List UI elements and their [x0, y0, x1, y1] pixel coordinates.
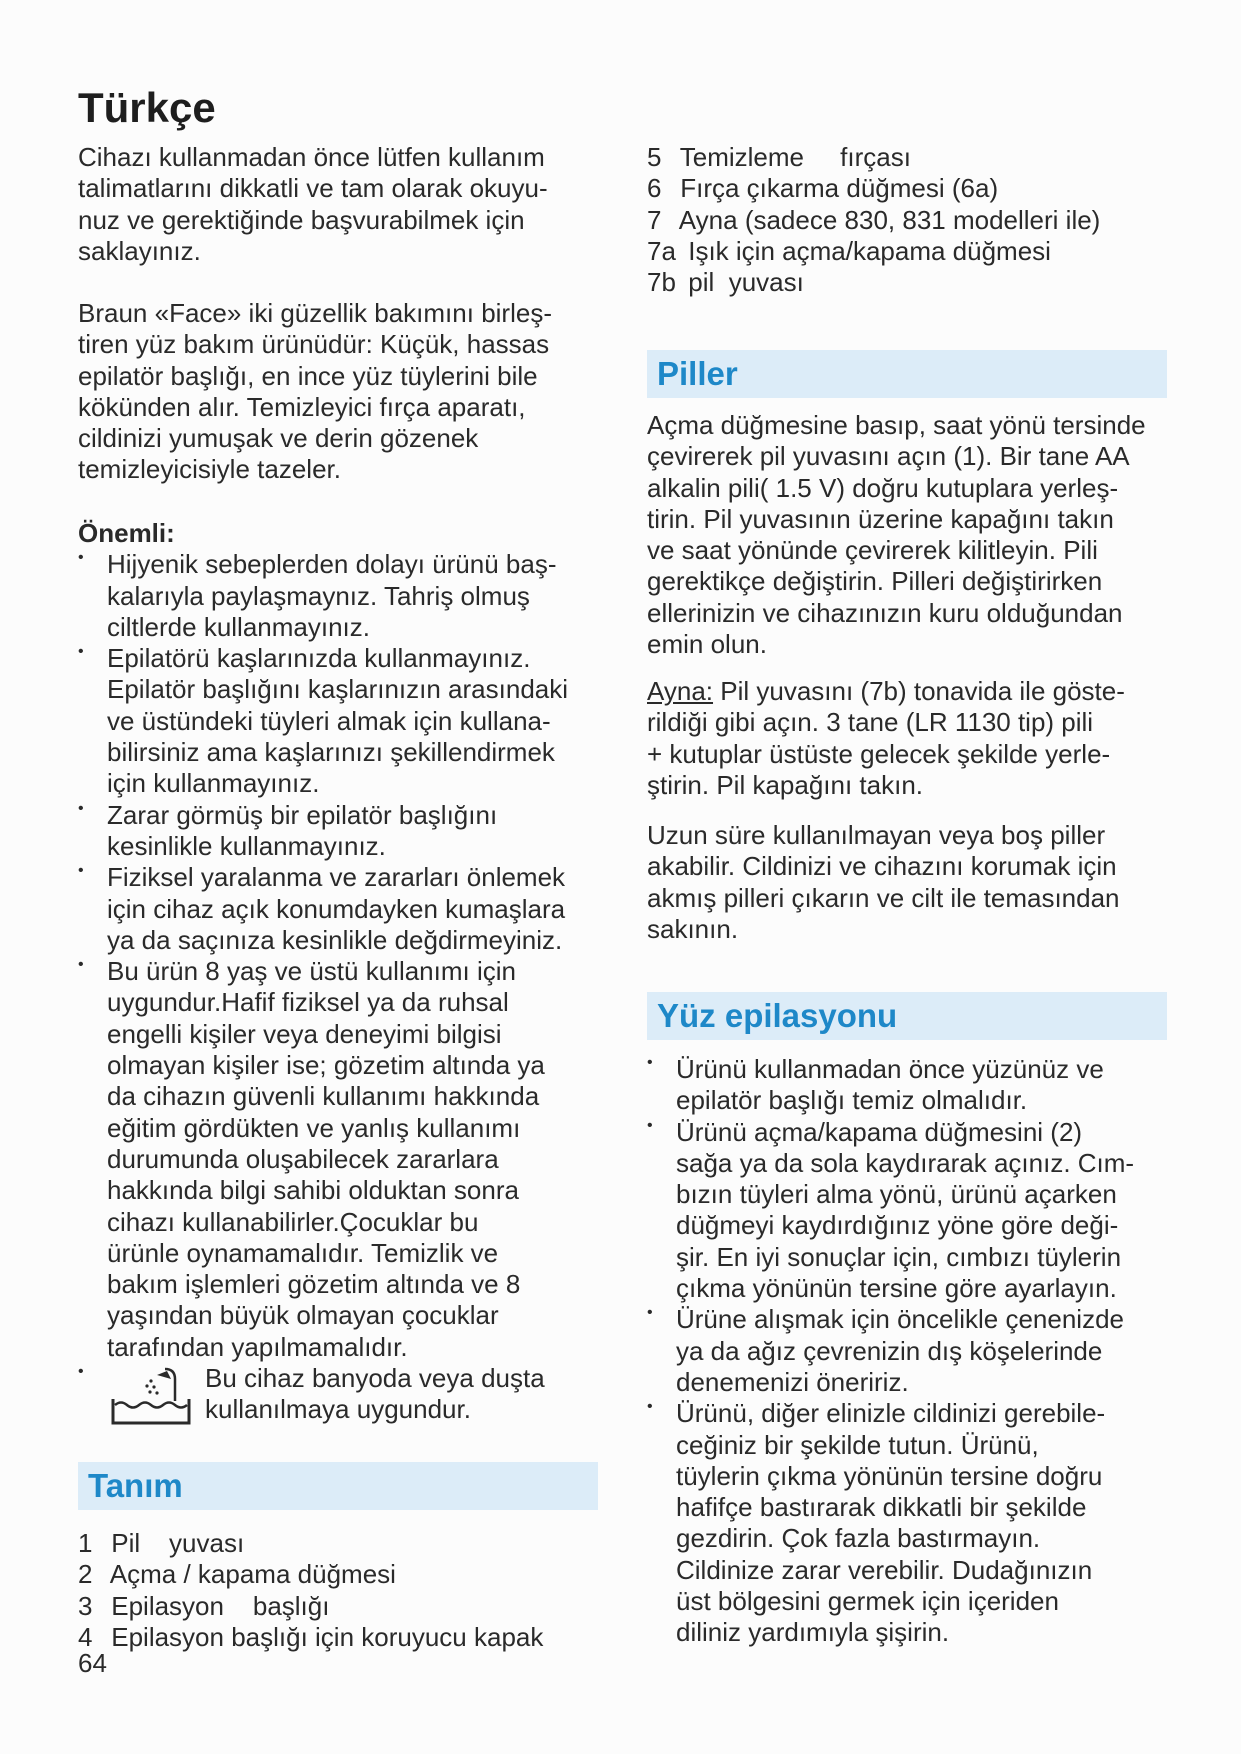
list-item: 5 Temizleme fırçası	[647, 142, 911, 172]
list-item: 7a Işık için açma/kapama düğmesi	[647, 235, 1051, 266]
important-heading: Önemli:	[78, 518, 175, 548]
battery-warning-paragraph: Uzun süre kullanılmayan veya boş piller akabilir. Cildinizi ve cihazını korumak için akmış pilleri çıkarın ve cilt ile temasından sakının.	[647, 820, 1120, 944]
page-title: Türkçe	[78, 84, 216, 131]
list-item: • Bu ürün 8 yaş ve üstü kullanımı için uygundur.Hafif fiziksel ya da ruhsal engelli kişiler veya deneyimi bilgisi olmayan kişiler ise; gözetim altında ya da cihazın güvenli kullanımı hakkında eğitim gördükten ve yanlış kullanımı durumunda oluşabilecek zararlara hakkında bilgi sahibi olduktan sonra cihazı kullanabilirler.Çocuklar bu ürünle oynamamalıdır. Temizlik ve bakım işlemleri gözetim altında ve 8 yaşından büyük olmayan çocuklar tarafından yapılmamalıdır.	[78, 956, 638, 1363]
list-item: • Ürünü kullanmadan önce yüzünüz ve epilatör başlığı temiz olmalıdır.	[647, 1054, 1187, 1117]
list-item: • Ürünü, diğer elinizle cildinizi gerebile- ceğiniz bir şekilde tutun. Ürünü, tüylerin çıkma yönünün tersine doğru hafifçe bastırarak dikkatli bir şekilde gezdirin. Çok fazla bastırmayın. Cildinize zarar verebilir. Dudağınızın üst bölgesini germek için içeriden diliniz yardımıyla şişirin.	[647, 1398, 1187, 1648]
list-item: 3 Epilasyon başlığı	[78, 1590, 330, 1621]
section-heading: Piller	[647, 350, 1167, 398]
section-bar-piller	[647, 350, 1167, 398]
text-line: Braun «Face» iki güzellik bakımını birleş-	[78, 298, 552, 328]
text-line: epilatör başlığı, en ince yüz tüylerini bile	[78, 360, 538, 391]
list-item: 7 Ayna (sadece 830, 831 modelleri ile)	[647, 204, 1101, 235]
text-line: saklayınız.	[78, 235, 201, 266]
text-line: Cihazı kullanmadan önce lütfen kullanım	[78, 142, 545, 172]
parts-list	[78, 1528, 638, 1653]
list-item: • Zarar görmüş bir epilatör başlığını kesinlikle kullanmayınız.	[78, 800, 638, 863]
text-line: cildinizi yumuşak ve derin gözenek	[78, 423, 479, 454]
list-item: 4 Epilasyon başlığı için koruyucu kapak	[78, 1621, 544, 1652]
important-section	[78, 518, 638, 1429]
section-bar-tanim	[78, 1462, 598, 1510]
facial-epilation-list	[647, 1054, 1187, 1649]
list-item: • Hijyenik sebeplerden dolayı ürünü baş- kalarıyla paylaşmaynız. Tahriş olmuş ciltlerde kullanmayınız.	[78, 549, 638, 643]
page-number: 64	[78, 1648, 107, 1678]
mirror-paragraph: Ayna: Pil yuvasını (7b) tonavida ile göste- rildiği gibi açın. 3 tane (LR 1130 tip) pili + kutuplar üstüste gelecek şekilde yerle- ştirin. Pil kapağını takın.	[647, 676, 1125, 800]
section-heading: Yüz epilasyonu	[647, 992, 1167, 1040]
text-line: temizleyicisiyle tazeler.	[78, 454, 341, 485]
section-heading: Tanım	[78, 1462, 598, 1510]
list-item: 1 Pil yuvası	[78, 1528, 245, 1558]
list-item: 7b pil yuvası	[647, 267, 804, 298]
list-item: • Ürüne alışmak için öncelikle çenenizde ya da ağız çevrenizin dış köşelerinde denemenizi öneririz.	[647, 1304, 1187, 1398]
list-item: • Epilatörü kaşlarınızda kullanmayınız. Epilatör başlığını kaşlarınızın arasındaki ve üstündeki tüyleri almak için kullana- bilirsiniz ama kaşlarınızı şekillendirmek için kullanmayınız.	[78, 643, 638, 799]
text-line: kökünden alır. Temizleyici fırça aparatı,	[78, 391, 526, 422]
batteries-paragraph: Açma düğmesine basıp, saat yönü tersinde çevirerek pil yuvasını açın (1). Bir tane AA alkalin pili( 1.5 V) doğru kutuplara yerleş- tirin. Pil yuvasının üzerine kapağını takın ve saat yönünde çevirerek kilitleyin. Pili gerektikçe değiştirin. Pilleri değiştirirken ellerinizin ve cihazınızın kuru olduğundan emin olun.	[647, 410, 1146, 660]
list-item: • Ürünü açma/kapama düğmesini (2) sağa ya da sola kaydırarak açınız. Cım- bızın tüyleri alma yönü, ürünü açarken düğmeyi kaydırdığınız yöne göre deği- şir. En iyi sonuçlar için, cımbızı tüylerin çıkma yönünün tersine göre ayarlayın.	[647, 1117, 1187, 1305]
text-line: talimatlarını dikkatli ve tam olarak okuyu-	[78, 173, 548, 204]
list-item: • Fiziksel yaralanma ve zararları önlemek için cihaz açık konumdayken kumaşlara ya da saçınıza kesinlikle değdirmeyiniz.	[78, 862, 638, 956]
text-line: nuz ve gerektiğinde başvurabilmek için	[78, 204, 525, 235]
list-item: 2 Açma / kapama düğmesi	[78, 1559, 396, 1590]
list-item-bath: • Bu cihaz banyoda veya duşta kullanılmaya uygundur.	[78, 1363, 638, 1429]
mirror-label: Ayna:	[647, 676, 714, 706]
shower-bath-icon	[107, 1365, 195, 1429]
description-paragraph	[78, 298, 638, 486]
section-bar-yuz	[647, 992, 1167, 1040]
parts-list-continued	[647, 142, 1167, 298]
intro-paragraph	[78, 142, 638, 267]
list-item: 6 Fırça çıkarma düğmesi (6a)	[647, 173, 999, 204]
text-line: tiren yüz bakım ürünüdür: Küçük, hassas	[78, 329, 550, 360]
